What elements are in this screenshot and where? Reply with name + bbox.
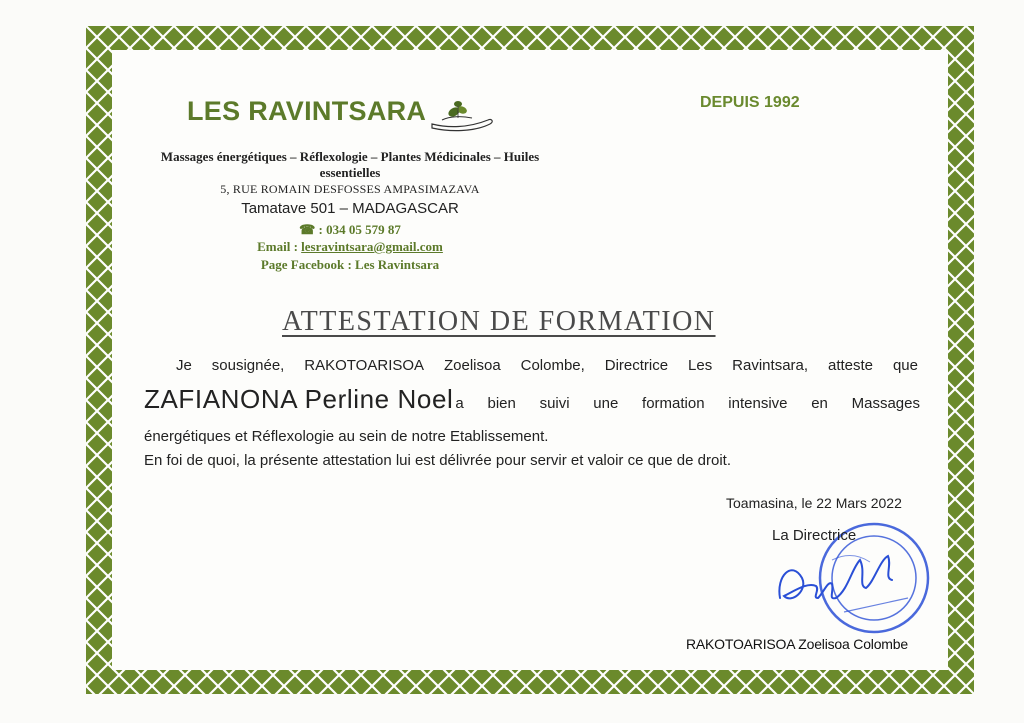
place-date: Toamasina, le 22 Mars 2022 — [726, 495, 902, 511]
word: RAKOTOARISOA — [304, 357, 425, 374]
services-list: Massages énergétiques – Réflexologie – Plantes Médicinales – Huiles essentielles — [160, 149, 540, 180]
signatory-role: La Directrice — [772, 527, 857, 544]
word: Je — [176, 357, 192, 374]
email-label: Email : — [257, 239, 302, 254]
word: Massages — [851, 395, 920, 412]
word: formation — [642, 395, 705, 412]
facebook-page: Page Facebook : Les Ravintsara — [260, 257, 440, 272]
word: bien — [487, 395, 516, 412]
document-title: ATTESTATION DE FORMATION — [282, 306, 716, 337]
word: Les — [688, 357, 713, 374]
brand-name: LES RAVINTSARA — [187, 96, 427, 126]
hand-leaf-logo-icon — [428, 98, 500, 139]
word: suivi — [539, 395, 570, 412]
word: Zoelisoa — [443, 357, 501, 374]
email-link[interactable]: lesravintsara@gmail.com — [301, 239, 443, 254]
word: en — [811, 395, 828, 412]
email-line — [140, 239, 560, 255]
attestation-line-3: énergétiques et Réflexologie au sein de notre Etablissement. — [144, 428, 549, 445]
attestation-line-1 — [176, 357, 918, 374]
word: atteste — [827, 357, 874, 374]
phone-number: ☎ : 034 05 579 87 — [299, 222, 401, 237]
street-address: 5, RUE ROMAIN DESFOSSES AMPASIMAZAVA — [220, 182, 480, 196]
word: Directrice — [604, 357, 669, 374]
attestation-line-2-rest — [455, 395, 920, 412]
word: sousignée, — [211, 357, 285, 374]
recipient-name: ZAFIANONA Perline Noel — [144, 384, 454, 414]
attestation-line-2 — [144, 384, 920, 415]
signatory-name: RAKOTOARISOA Zoelisoa Colombe — [686, 636, 908, 652]
word: que — [892, 357, 918, 374]
city-country: Tamatave 501 – MADAGASCAR — [241, 200, 459, 217]
word: a — [455, 395, 464, 412]
word: une — [593, 395, 619, 412]
word: Colombe, — [520, 357, 585, 374]
word: Ravintsara, — [732, 357, 809, 374]
since-year: DEPUIS 1992 — [700, 94, 800, 111]
word: intensive — [728, 395, 788, 412]
attestation-line-4: En foi de quoi, la présente attestation lui est délivrée pour servir et valoir ce que de droit. — [144, 452, 731, 469]
